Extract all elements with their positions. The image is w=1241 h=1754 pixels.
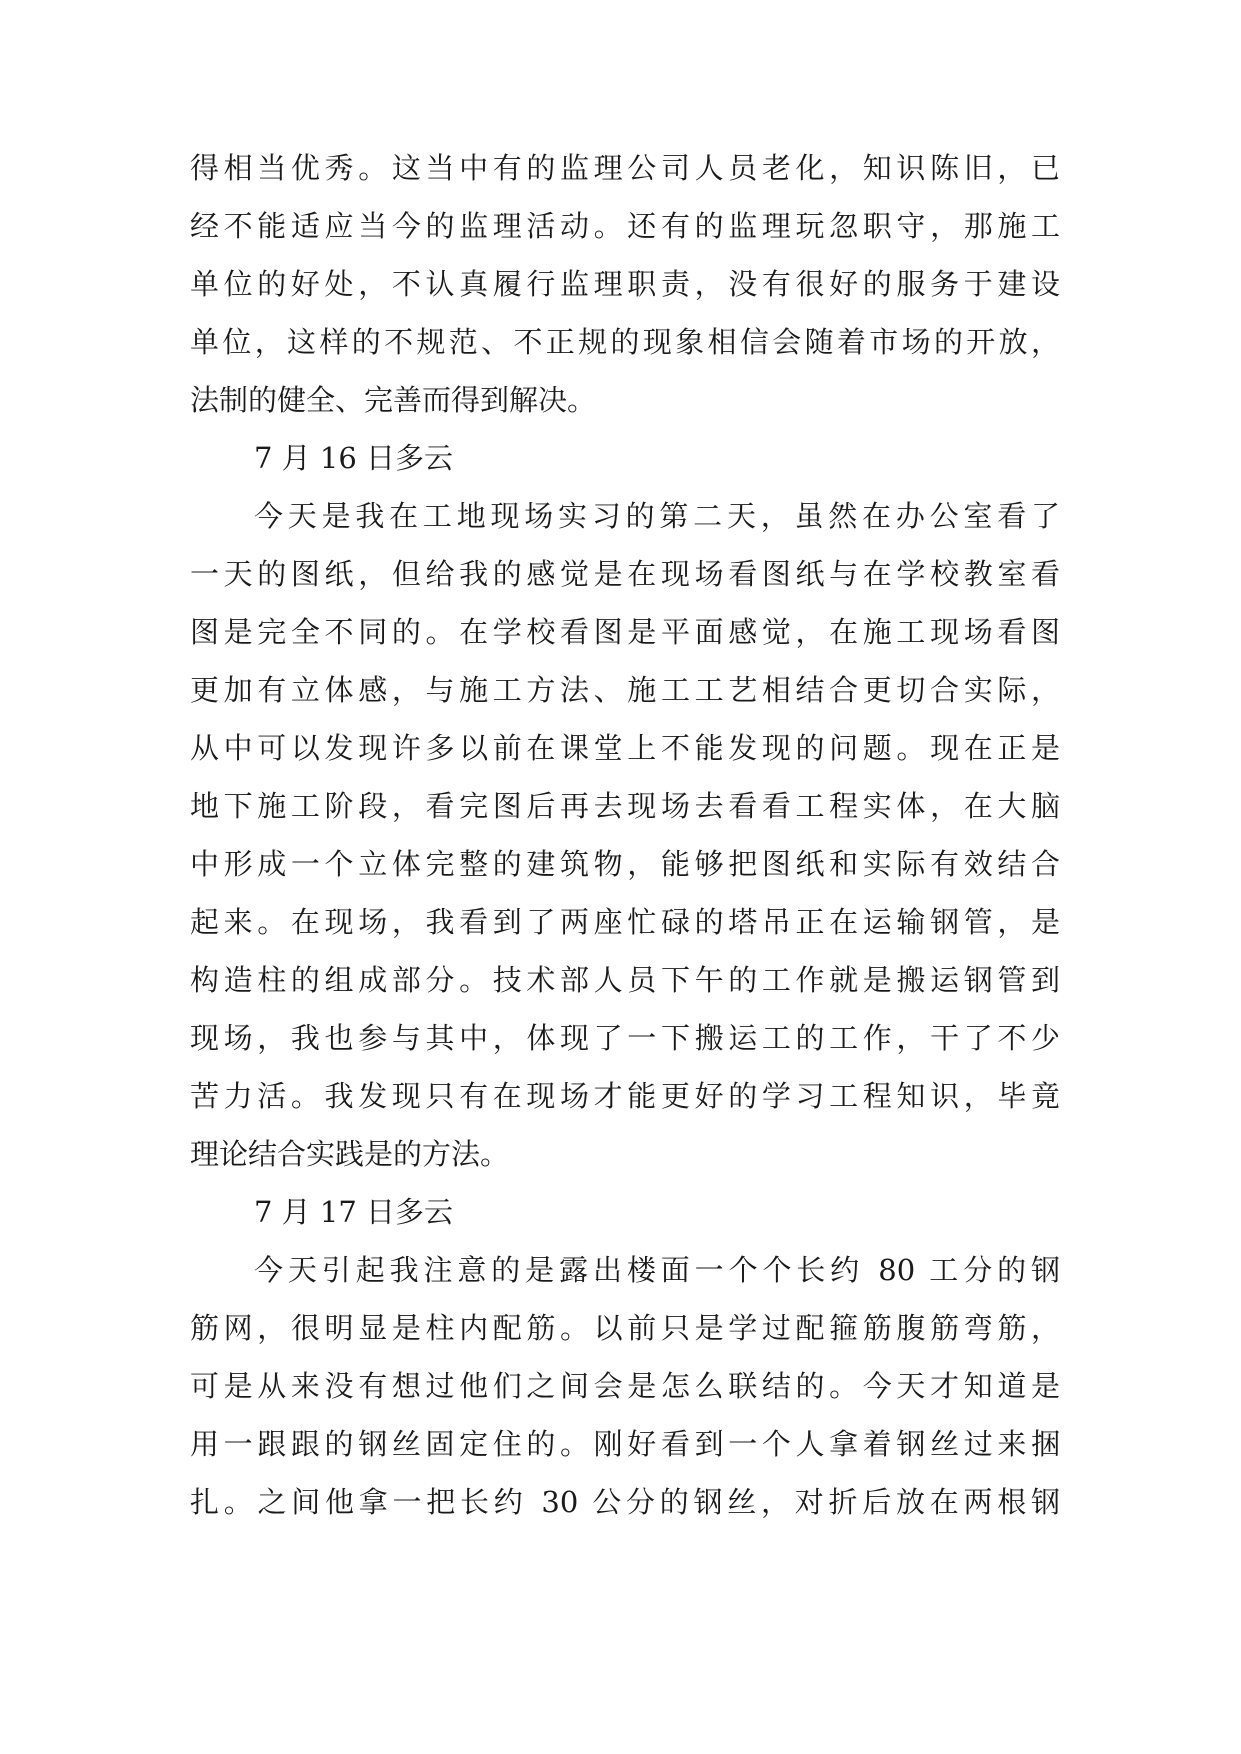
text-line: 地下施工阶段，看完图后再去现场去看看工程实体，在大脑 [190, 789, 1060, 823]
text-line: 可是从来没有想过他们之间会是怎么联结的。今天才知道是 [190, 1369, 1060, 1403]
text-line: 经不能适应当今的监理活动。还有的监理玩忽职守，那施工 [190, 209, 1060, 243]
text-line: 从中可以发现许多以前在课堂上不能发现的问题。现在正是 [190, 731, 1060, 765]
text-line: 苦力活。我发现只有在现场才能更好的学习工程知识，毕竟 [190, 1079, 1060, 1113]
text-line: 单位，这样的不规范、不正规的现象相信会随着市场的开放， [190, 325, 1060, 359]
text-line: 扎。之间他拿一把长约 30 公分的钢丝，对折后放在两根钢 [190, 1485, 1060, 1519]
text-line: 中形成一个立体完整的建筑物，能够把图纸和实际有效结合 [190, 847, 1060, 881]
text-line: 起来。在现场，我看到了两座忙碌的塔吊正在运输钢管，是 [190, 905, 1060, 939]
text-line: 筋网，很明显是柱内配筋。以前只是学过配箍筋腹筋弯筋， [190, 1311, 1060, 1345]
date-heading: 7 月 16 日多云 [254, 441, 454, 475]
text-line: 法制的健全、完善而得到解决。 [190, 383, 597, 417]
text-line: 构造柱的组成部分。技术部人员下午的工作就是搬运钢管到 [190, 963, 1060, 997]
text-line: 图是完全不同的。在学校看图是平面感觉，在施工现场看图 [190, 615, 1060, 649]
text-line: 得相当优秀。这当中有的监理公司人员老化，知识陈旧，已 [190, 151, 1060, 185]
text-line: 单位的好处，不认真履行监理职责，没有很好的服务于建设 [190, 267, 1060, 301]
text-line: 理论结合实践是的方法。 [190, 1137, 510, 1171]
text-line: 用一跟跟的钢丝固定住的。刚好看到一个人拿着钢丝过来捆 [190, 1427, 1060, 1461]
text-line: 现场，我也参与其中，体现了一下搬运工的工作，干了不少 [190, 1021, 1060, 1055]
date-heading: 7 月 17 日多云 [254, 1195, 454, 1229]
paragraph-first-line: 今天是我在工地现场实习的第二天，虽然在办公室看了 [254, 499, 1060, 533]
text-line: 更加有立体感，与施工方法、施工工艺相结合更切合实际， [190, 673, 1060, 707]
paragraph-first-line: 今天引起我注意的是露出楼面一个个长约 80 工分的钢 [254, 1253, 1060, 1287]
text-line: 一天的图纸，但给我的感觉是在现场看图纸与在学校教室看 [190, 557, 1060, 591]
